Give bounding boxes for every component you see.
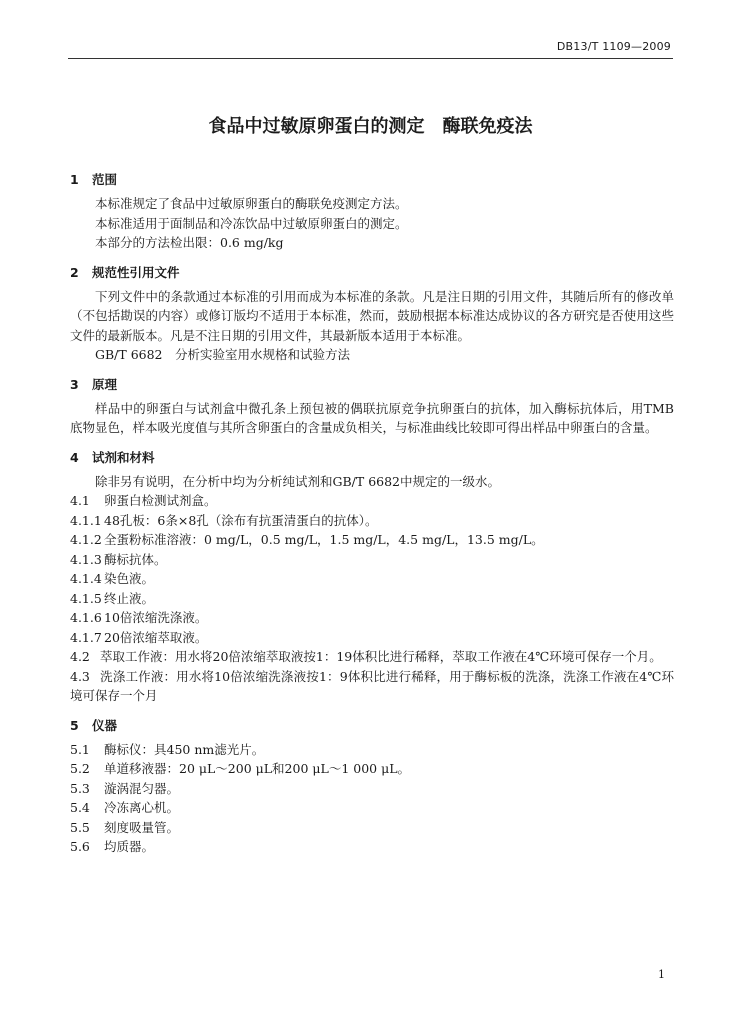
section-title: 原理 xyxy=(92,376,118,392)
item-number: 4.1.2 xyxy=(70,532,102,547)
item-number: 4.3 xyxy=(70,668,90,684)
item-text: 刻度吸量管。 xyxy=(104,819,180,835)
item-text: 酶标抗体。 xyxy=(104,551,167,567)
item-text: 冷冻离心机。 xyxy=(104,800,180,815)
list-item xyxy=(70,779,674,799)
item-number: 4.1.4 xyxy=(70,571,102,586)
list-item xyxy=(70,589,674,609)
section-heading-apparatus xyxy=(70,716,674,736)
item-text: 卵蛋白检测试剂盒。 xyxy=(104,493,217,508)
section-heading-principle xyxy=(70,375,674,395)
document-body xyxy=(70,170,674,857)
item-number: 5.1 xyxy=(70,741,90,757)
list-item xyxy=(70,647,674,667)
item-number: 4.2 xyxy=(70,649,90,664)
page-number: 1 xyxy=(658,968,665,981)
item-text: 终止液。 xyxy=(104,590,155,606)
section-title: 规范性引用文件 xyxy=(92,264,180,280)
section-number: 3 xyxy=(70,376,79,392)
list-item xyxy=(70,569,674,589)
list-item xyxy=(70,837,674,857)
section-number: 1 xyxy=(70,172,79,187)
item-text: 10倍浓缩洗涤液。 xyxy=(104,610,208,625)
item-text: 全蛋粉标准溶液：0 mg/L，0.5 mg/L，1.5 mg/L，4.5 mg/L，13.5 mg/L。 xyxy=(104,532,544,547)
item-number: 5.6 xyxy=(70,839,90,854)
item-text: 酶标仪：具450 nm滤光片。 xyxy=(104,741,265,757)
list-item xyxy=(70,491,674,511)
item-text: 染色液。 xyxy=(104,571,155,586)
paragraph: 本部分的方法检出限：0.6 mg/kg xyxy=(95,235,284,250)
list-item xyxy=(70,818,674,838)
paragraph: 下列文件中的条款通过本标准的引用而成为本标准的条款。凡是注日期的引用文件，其随后所有的修改单（不包括勘误的内容）或修订版均不适用于本标准，然而，鼓励根据本标准达成协议的各方研究是否使用这些文件的最新版本。凡是不注日期的引用文件，其最新版本适用于本标准。 xyxy=(70,288,674,343)
header-rule xyxy=(68,58,673,59)
section-title: 试剂和材料 xyxy=(92,449,155,465)
paragraph: 本标准规定了食品中过敏原卵蛋白的酶联免疫测定方法。 xyxy=(95,196,408,211)
item-number: 4.1.7 xyxy=(70,629,102,645)
item-text: 单道移液器：20 μL～200 μL和200 μL～1 000 μL。 xyxy=(104,761,411,776)
list-item xyxy=(70,608,674,628)
list-item xyxy=(70,530,674,550)
item-text: 洗涤工作液：用水将10倍浓缩洗涤液按1：9体积比进行稀释，用于酶标板的洗涤，洗涤工作液在4℃环境可保存一个月 xyxy=(70,668,674,703)
section-title: 仪器 xyxy=(92,717,118,733)
document-title: 食品中过敏原卵蛋白的测定 酶联免疫法 xyxy=(208,116,533,137)
list-item xyxy=(70,759,674,779)
item-number: 4.1.3 xyxy=(70,551,102,567)
list-item xyxy=(70,550,674,570)
item-number: 5.2 xyxy=(70,761,90,776)
paragraph: 样品中的卵蛋白与试剂盒中微孔条上预包被的偶联抗原竞争抗卵蛋白的抗体，加入酶标抗体后，用TMB底物显色，样本吸光度值与其所含卵蛋白的含量成负相关，与标准曲线比较即可得出样品中卵蛋白的含量。 xyxy=(70,400,674,435)
item-text: 萃取工作液：用水将20倍浓缩萃取液按1：19体积比进行稀释，萃取工作液在4℃环境可保存一个月。 xyxy=(100,649,662,664)
item-number: 4.1 xyxy=(70,493,90,508)
item-number: 5.3 xyxy=(70,780,90,796)
section-title: 范围 xyxy=(92,172,118,187)
item-text: 20倍浓缩萃取液。 xyxy=(104,629,208,645)
item-number: 4.1.6 xyxy=(70,610,102,625)
section-heading-scope xyxy=(70,170,674,190)
item-text: 48孔板：6条×8孔（涂布有抗蛋清蛋白的抗体）。 xyxy=(104,512,378,528)
paragraph: 本标准适用于面制品和冷冻饮品中过敏原卵蛋白的测定。 xyxy=(95,215,408,231)
list-item xyxy=(70,740,674,760)
item-number: 4.1.1 xyxy=(70,512,102,528)
item-text: 漩涡混匀器。 xyxy=(104,780,180,796)
item-number: 4.1.5 xyxy=(70,590,102,606)
item-number: 5.5 xyxy=(70,819,90,835)
section-heading-references xyxy=(70,263,674,283)
list-item xyxy=(70,628,674,648)
section-number: 5 xyxy=(70,717,79,733)
list-item xyxy=(70,798,674,818)
section-number: 2 xyxy=(70,264,79,280)
paragraph: 除非另有说明，在分析中均为分析纯试剂和GB/T 6682中规定的一级水。 xyxy=(95,473,501,489)
list-item xyxy=(70,667,674,706)
section-heading-reagents xyxy=(70,448,674,468)
list-item xyxy=(70,511,674,531)
item-text: 均质器。 xyxy=(104,839,155,854)
item-number: 5.4 xyxy=(70,800,90,815)
section-number: 4 xyxy=(70,449,79,465)
reference-entry: GB/T 6682 分析实验室用水规格和试验方法 xyxy=(95,347,351,362)
standard-code: DB13/T 1109—2009 xyxy=(556,40,671,53)
